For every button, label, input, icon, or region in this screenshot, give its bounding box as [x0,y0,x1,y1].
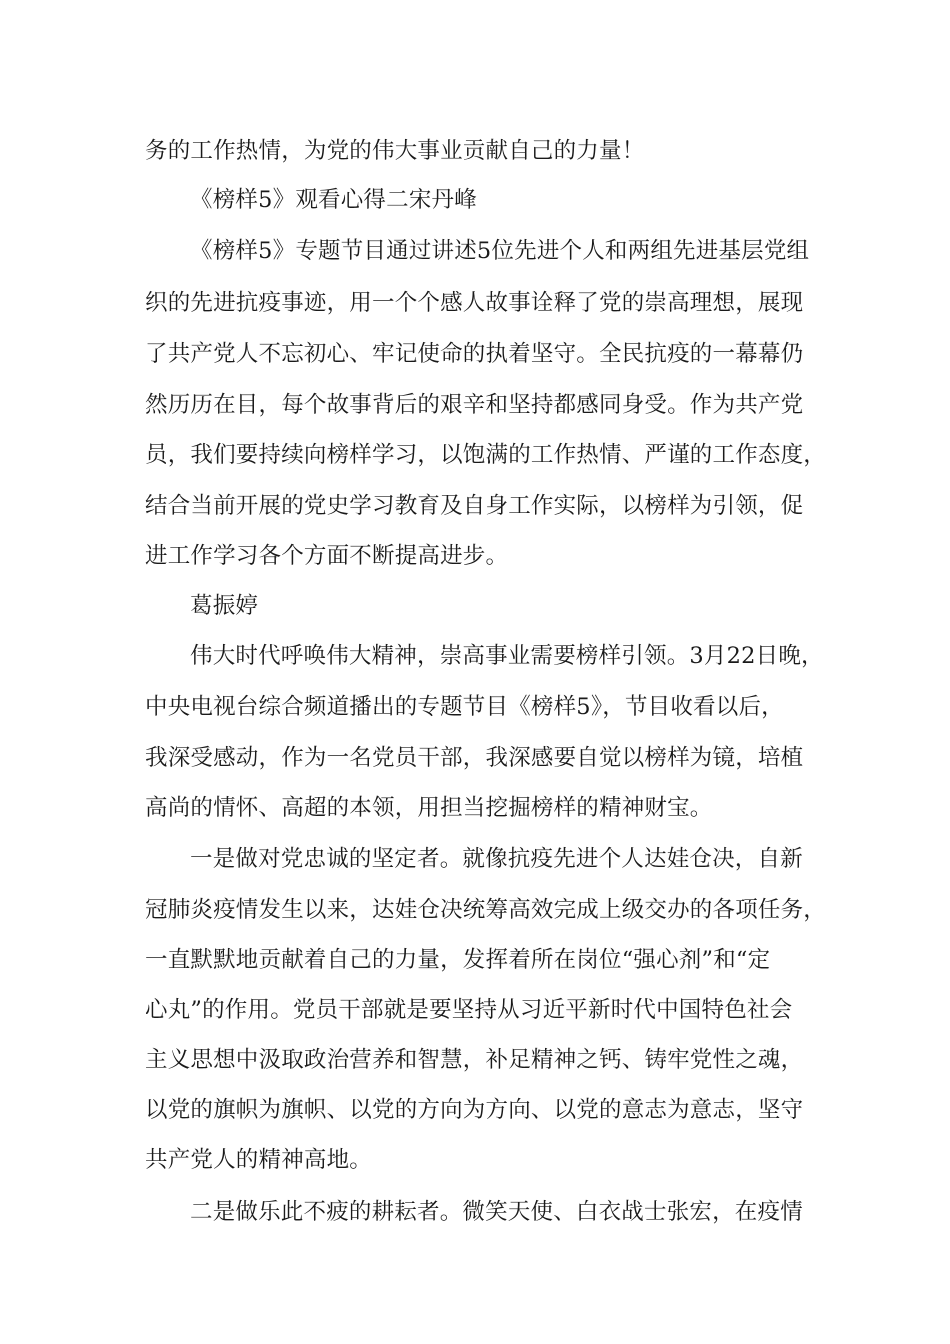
text-line: 共产党人的精神高地。 [145,1147,373,1173]
text-line: 务的工作热情，为党的伟大事业贡献自己的力量！ [145,138,645,164]
text-line: 结合当前开展的党史学习教育及自身工作实际，以榜样为引领，促 [145,493,804,519]
text-line: 主义思想中汲取政治营养和智慧，补足精神之钙、铸牢党性之魂， [145,1047,804,1073]
text-line: 伟大时代呼唤伟大精神，崇高事业需要榜样引领。3月22日晚， [190,643,824,669]
text-line: 《榜样5》专题节目通过讲述5位先进个人和两组先进基层党组 [190,238,810,264]
text-line: 冠肺炎疫情发生以来，达娃仓决统筹高效完成上级交办的各项任务， [145,897,827,923]
text-line: 然历历在目，每个故事背后的艰辛和坚持都感同身受。作为共产党 [145,392,804,418]
text-line: 一是做对党忠诚的坚定者。就像抗疫先进个人达娃仓决，自新 [190,846,803,872]
text-line: 以党的旗帜为旗帜、以党的方向为方向、以党的意志为意志，坚守 [145,1097,804,1123]
section-heading: 《榜样5》观看心得二宋丹峰 [190,187,477,213]
text-line: 高尚的情怀、高超的本领，用担当挖掘榜样的精神财宝。 [145,795,713,821]
author-name: 葛振婷 [190,593,259,619]
text-line: 中央电视台综合频道播出的专题节目《榜样5》，节目收看以后， [145,694,784,720]
text-line: 心丸”的作用。党员干部就是要坚持从习近平新时代中国特色社会 [145,997,793,1023]
text-line: 我深受感动，作为一名党员干部，我深感要自觉以榜样为镜，培植 [145,745,804,771]
text-line: 一直默默地贡献着自己的力量，发挥着所在岗位“强心剂”和“定 [145,947,771,973]
text-line: 织的先进抗疫事迹，用一个个感人故事诠释了党的崇高理想，展现 [145,290,804,316]
text-line: 进工作学习各个方面不断提高进步。 [145,543,509,569]
text-line: 二是做乐此不疲的耕耘者。微笑天使、白衣战士张宏，在疫情 [190,1199,803,1225]
text-line: 了共产党人不忘初心、牢记使命的执着坚守。全民抗疫的一幕幕仍 [145,341,804,367]
text-line: 员，我们要持续向榜样学习，以饱满的工作热情、严谨的工作态度， [145,442,827,468]
